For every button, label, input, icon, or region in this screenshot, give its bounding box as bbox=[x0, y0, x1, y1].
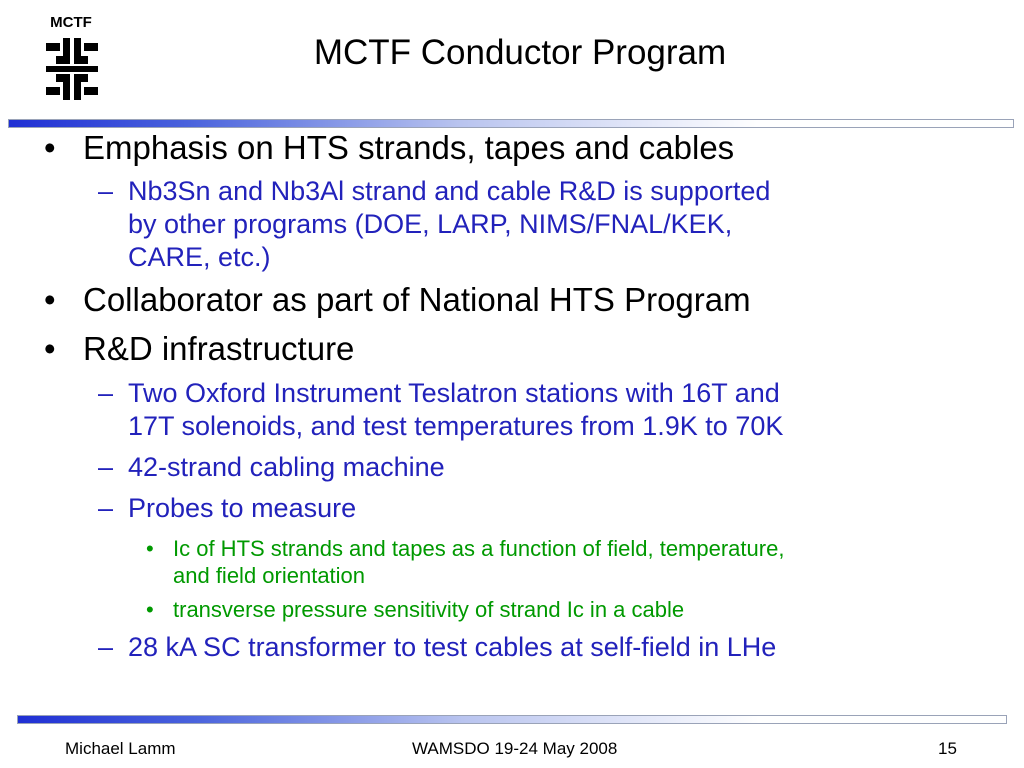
bullet-level3-line: and field orientation bbox=[173, 563, 366, 588]
bullet-level2: 28 kA SC transformer to test cables at self-field in LHe bbox=[128, 632, 777, 662]
bullet-marker-small: • bbox=[146, 597, 154, 622]
logo-text: MCTF bbox=[50, 14, 92, 31]
bullet-level2: 42-strand cabling machine bbox=[128, 452, 445, 482]
dash-marker: – bbox=[98, 176, 114, 206]
bullet-marker: • bbox=[44, 129, 56, 166]
footer-event: WAMSDO 19-24 May 2008 bbox=[412, 739, 618, 758]
bullet-level2-line: by other programs (DOE, LARP, NIMS/FNAL/KEK, bbox=[128, 209, 733, 239]
bullet-level2-line: 17T solenoids, and test temperatures from 1.9K to 70K bbox=[128, 411, 784, 441]
bullet-level2: Probes to measure bbox=[128, 493, 357, 523]
dash-marker: – bbox=[98, 452, 114, 482]
bullet-marker-small: • bbox=[146, 536, 154, 561]
footer-author: Michael Lamm bbox=[65, 739, 176, 758]
bullet-level2-line: CARE, etc.) bbox=[128, 242, 271, 272]
bullet-level2-line: Nb3Sn and Nb3Al strand and cable R&D is supported bbox=[128, 176, 771, 206]
bullet-level1: Emphasis on HTS strands, tapes and cables bbox=[83, 129, 735, 166]
bullet-level2-line: Two Oxford Instrument Teslatron stations with 16T and bbox=[128, 378, 780, 408]
footer-page-number: 15 bbox=[938, 739, 957, 758]
bullet-level1: R&D infrastructure bbox=[83, 330, 355, 367]
bullet-level1: Collaborator as part of National HTS Program bbox=[83, 281, 751, 318]
bullet-level3: transverse pressure sensitivity of strand Ic in a cable bbox=[173, 597, 685, 622]
bullet-level3-line: Ic of HTS strands and tapes as a function of field, temperature, bbox=[173, 536, 785, 561]
footer-divider-bar bbox=[17, 715, 1007, 724]
bullet-marker: • bbox=[44, 330, 56, 367]
dash-marker: – bbox=[98, 378, 114, 408]
dash-marker: – bbox=[98, 632, 114, 662]
dash-marker: – bbox=[98, 493, 114, 523]
bullet-marker: • bbox=[44, 281, 56, 318]
slide-title: MCTF Conductor Program bbox=[313, 33, 727, 72]
